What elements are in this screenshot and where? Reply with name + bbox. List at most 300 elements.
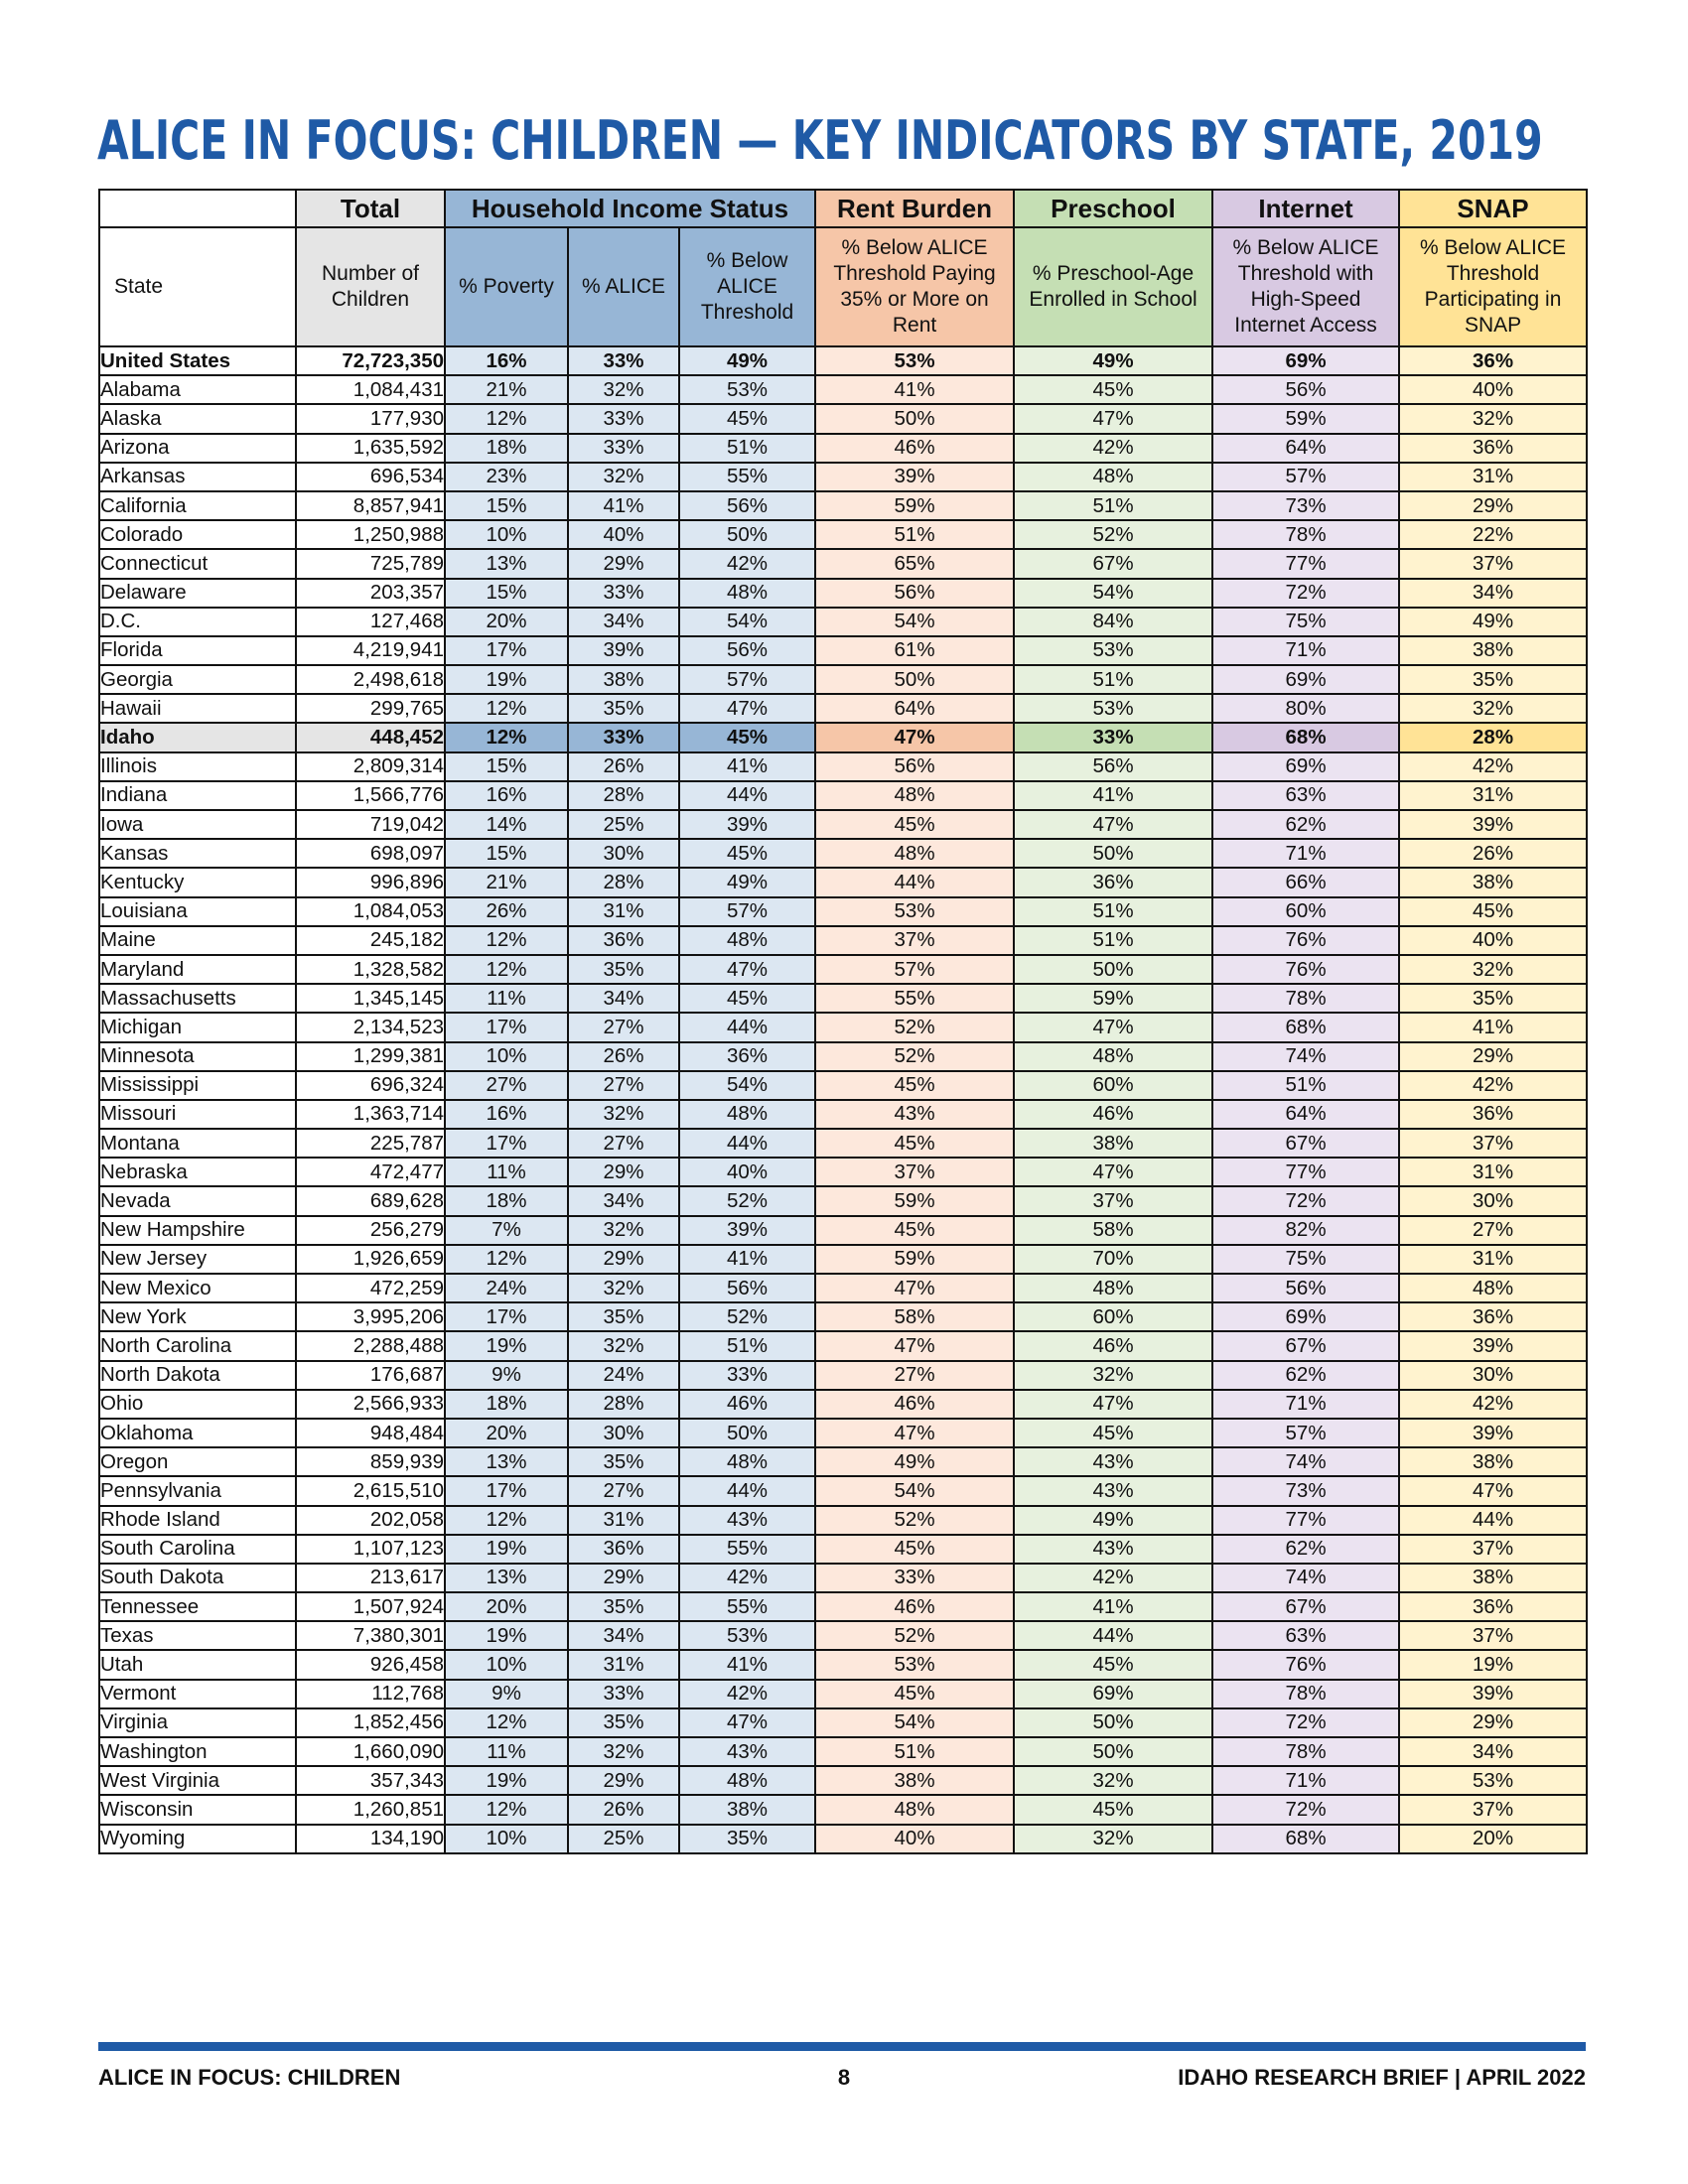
internet-pct: 68%: [1212, 1825, 1399, 1853]
rent-burden-pct: 37%: [815, 1158, 1014, 1186]
poverty-pct: 11%: [445, 984, 568, 1013]
alice-pct: 38%: [568, 665, 679, 694]
poverty-pct: 17%: [445, 1013, 568, 1041]
column-header-preschool: % Preschool-Age Enrolled in School: [1014, 227, 1212, 346]
preschool-pct: 32%: [1014, 1825, 1212, 1853]
preschool-pct: 47%: [1014, 810, 1212, 839]
children-count: 134,190: [296, 1825, 445, 1853]
below-threshold-pct: 45%: [679, 404, 815, 433]
alice-pct: 33%: [568, 346, 679, 375]
preschool-pct: 42%: [1014, 1564, 1212, 1592]
children-count: 696,534: [296, 463, 445, 491]
poverty-pct: 13%: [445, 1564, 568, 1592]
rent-burden-pct: 45%: [815, 1216, 1014, 1245]
snap-pct: 28%: [1399, 723, 1587, 751]
snap-pct: 32%: [1399, 404, 1587, 433]
poverty-pct: 13%: [445, 549, 568, 578]
below-threshold-pct: 49%: [679, 868, 815, 896]
rent-burden-pct: 48%: [815, 1795, 1014, 1824]
snap-pct: 34%: [1399, 579, 1587, 608]
rent-burden-pct: 47%: [815, 1419, 1014, 1447]
below-threshold-pct: 44%: [679, 1476, 815, 1505]
poverty-pct: 27%: [445, 1071, 568, 1100]
alice-pct: 27%: [568, 1129, 679, 1158]
state-name: Connecticut: [99, 549, 296, 578]
alice-pct: 35%: [568, 1447, 679, 1476]
column-header-state: State: [99, 227, 296, 346]
alice-pct: 40%: [568, 520, 679, 549]
rent-burden-pct: 53%: [815, 897, 1014, 926]
preschool-pct: 67%: [1014, 549, 1212, 578]
children-count: 2,134,523: [296, 1013, 445, 1041]
internet-pct: 63%: [1212, 1621, 1399, 1650]
alice-pct: 24%: [568, 1361, 679, 1390]
children-count: 689,628: [296, 1186, 445, 1215]
below-threshold-pct: 44%: [679, 781, 815, 810]
poverty-pct: 17%: [445, 1476, 568, 1505]
rent-burden-pct: 50%: [815, 404, 1014, 433]
children-count: 1,084,431: [296, 375, 445, 404]
state-name: Alabama: [99, 375, 296, 404]
rent-burden-pct: 45%: [815, 1535, 1014, 1564]
rent-burden-pct: 46%: [815, 1592, 1014, 1621]
children-count: 177,930: [296, 404, 445, 433]
children-count: 3,995,206: [296, 1302, 445, 1331]
snap-pct: 29%: [1399, 1042, 1587, 1071]
children-count: 203,357: [296, 579, 445, 608]
footer-left: ALICE IN FOCUS: CHILDREN: [98, 2065, 401, 2090]
children-count: 213,617: [296, 1564, 445, 1592]
internet-pct: 67%: [1212, 1129, 1399, 1158]
state-name: North Carolina: [99, 1331, 296, 1360]
state-name: Rhode Island: [99, 1506, 296, 1535]
snap-pct: 20%: [1399, 1825, 1587, 1853]
rent-burden-pct: 45%: [815, 810, 1014, 839]
snap-pct: 31%: [1399, 1158, 1587, 1186]
children-count: 127,468: [296, 608, 445, 636]
preschool-pct: 47%: [1014, 404, 1212, 433]
rent-burden-pct: 51%: [815, 520, 1014, 549]
state-name: Oklahoma: [99, 1419, 296, 1447]
poverty-pct: 14%: [445, 810, 568, 839]
state-name: Maine: [99, 926, 296, 955]
alice-pct: 32%: [568, 1216, 679, 1245]
table-row: [99, 1708, 1587, 1737]
table-row: [99, 1506, 1587, 1535]
poverty-pct: 16%: [445, 1100, 568, 1129]
preschool-pct: 54%: [1014, 579, 1212, 608]
children-count: 1,107,123: [296, 1535, 445, 1564]
state-name: Iowa: [99, 810, 296, 839]
table-row: [99, 549, 1587, 578]
state-name: South Dakota: [99, 1564, 296, 1592]
poverty-pct: 10%: [445, 520, 568, 549]
below-threshold-pct: 39%: [679, 1216, 815, 1245]
rent-burden-pct: 46%: [815, 1390, 1014, 1419]
alice-pct: 29%: [568, 1158, 679, 1186]
children-count: 719,042: [296, 810, 445, 839]
preschool-pct: 43%: [1014, 1476, 1212, 1505]
poverty-pct: 16%: [445, 346, 568, 375]
state-name: Virginia: [99, 1708, 296, 1737]
rent-burden-pct: 49%: [815, 1447, 1014, 1476]
table-row: [99, 1825, 1587, 1853]
internet-pct: 56%: [1212, 375, 1399, 404]
internet-pct: 72%: [1212, 1795, 1399, 1824]
alice-pct: 31%: [568, 897, 679, 926]
poverty-pct: 12%: [445, 955, 568, 984]
below-threshold-pct: 52%: [679, 1302, 815, 1331]
children-count: 1,260,851: [296, 1795, 445, 1824]
poverty-pct: 21%: [445, 375, 568, 404]
internet-pct: 62%: [1212, 810, 1399, 839]
table-row: [99, 1129, 1587, 1158]
table-row: [99, 346, 1587, 375]
internet-pct: 76%: [1212, 1650, 1399, 1679]
snap-pct: 31%: [1399, 1245, 1587, 1274]
internet-pct: 66%: [1212, 868, 1399, 896]
group-header-total: Total: [296, 190, 445, 227]
internet-pct: 77%: [1212, 1506, 1399, 1535]
poverty-pct: 10%: [445, 1825, 568, 1853]
alice-pct: 29%: [568, 1245, 679, 1274]
alice-pct: 33%: [568, 723, 679, 751]
table-row: [99, 1564, 1587, 1592]
internet-pct: 71%: [1212, 636, 1399, 665]
internet-pct: 71%: [1212, 1390, 1399, 1419]
children-count: 2,498,618: [296, 665, 445, 694]
snap-pct: 35%: [1399, 984, 1587, 1013]
rent-burden-pct: 48%: [815, 839, 1014, 868]
alice-pct: 32%: [568, 1100, 679, 1129]
preschool-pct: 50%: [1014, 955, 1212, 984]
rent-burden-pct: 47%: [815, 1331, 1014, 1360]
below-threshold-pct: 49%: [679, 346, 815, 375]
preschool-pct: 33%: [1014, 723, 1212, 751]
below-threshold-pct: 47%: [679, 694, 815, 723]
table-row: [99, 1535, 1587, 1564]
below-threshold-pct: 57%: [679, 665, 815, 694]
state-name: West Virginia: [99, 1766, 296, 1795]
group-header-internet: Internet: [1212, 190, 1399, 227]
alice-pct: 28%: [568, 1390, 679, 1419]
children-count: 112,768: [296, 1680, 445, 1708]
internet-pct: 74%: [1212, 1447, 1399, 1476]
alice-pct: 27%: [568, 1071, 679, 1100]
children-count: 2,288,488: [296, 1331, 445, 1360]
snap-pct: 27%: [1399, 1216, 1587, 1245]
state-name: United States: [99, 346, 296, 375]
below-threshold-pct: 55%: [679, 1535, 815, 1564]
poverty-pct: 7%: [445, 1216, 568, 1245]
poverty-pct: 11%: [445, 1158, 568, 1186]
state-name: New Jersey: [99, 1245, 296, 1274]
internet-pct: 69%: [1212, 665, 1399, 694]
snap-pct: 30%: [1399, 1361, 1587, 1390]
snap-pct: 38%: [1399, 1447, 1587, 1476]
poverty-pct: 12%: [445, 694, 568, 723]
poverty-pct: 17%: [445, 1129, 568, 1158]
poverty-pct: 15%: [445, 839, 568, 868]
children-count: 245,182: [296, 926, 445, 955]
state-name: Vermont: [99, 1680, 296, 1708]
rent-burden-pct: 27%: [815, 1361, 1014, 1390]
children-count: 1,250,988: [296, 520, 445, 549]
internet-pct: 82%: [1212, 1216, 1399, 1245]
internet-pct: 62%: [1212, 1535, 1399, 1564]
snap-pct: 38%: [1399, 636, 1587, 665]
table-row: [99, 665, 1587, 694]
internet-pct: 64%: [1212, 1100, 1399, 1129]
state-name: New York: [99, 1302, 296, 1331]
group-header-row: [99, 190, 1587, 227]
internet-pct: 68%: [1212, 723, 1399, 751]
table-row: [99, 955, 1587, 984]
poverty-pct: 17%: [445, 1302, 568, 1331]
table-row: [99, 1419, 1587, 1447]
children-count: 176,687: [296, 1361, 445, 1390]
table-row: [99, 1592, 1587, 1621]
table-row: [99, 694, 1587, 723]
preschool-pct: 45%: [1014, 1650, 1212, 1679]
alice-pct: 32%: [568, 1331, 679, 1360]
poverty-pct: 18%: [445, 1186, 568, 1215]
alice-pct: 32%: [568, 1737, 679, 1766]
below-threshold-pct: 55%: [679, 1592, 815, 1621]
internet-pct: 57%: [1212, 1419, 1399, 1447]
internet-pct: 78%: [1212, 1737, 1399, 1766]
rent-burden-pct: 47%: [815, 1274, 1014, 1302]
poverty-pct: 10%: [445, 1042, 568, 1071]
table-body: [99, 346, 1587, 1853]
state-name: Kansas: [99, 839, 296, 868]
poverty-pct: 19%: [445, 1766, 568, 1795]
below-threshold-pct: 43%: [679, 1506, 815, 1535]
alice-pct: 27%: [568, 1013, 679, 1041]
key-indicators-table: [98, 189, 1588, 1854]
state-name: Idaho: [99, 723, 296, 751]
snap-pct: 36%: [1399, 1302, 1587, 1331]
table-row: [99, 1795, 1587, 1824]
preschool-pct: 51%: [1014, 491, 1212, 520]
preschool-pct: 52%: [1014, 520, 1212, 549]
alice-pct: 35%: [568, 1302, 679, 1331]
state-name: Minnesota: [99, 1042, 296, 1071]
below-threshold-pct: 35%: [679, 1825, 815, 1853]
state-name: North Dakota: [99, 1361, 296, 1390]
internet-pct: 75%: [1212, 1245, 1399, 1274]
rent-burden-pct: 45%: [815, 1071, 1014, 1100]
state-name: Mississippi: [99, 1071, 296, 1100]
table-row: [99, 1621, 1587, 1650]
alice-pct: 30%: [568, 839, 679, 868]
internet-pct: 78%: [1212, 984, 1399, 1013]
below-threshold-pct: 48%: [679, 926, 815, 955]
state-name: Indiana: [99, 781, 296, 810]
snap-pct: 37%: [1399, 1129, 1587, 1158]
poverty-pct: 24%: [445, 1274, 568, 1302]
snap-pct: 39%: [1399, 1331, 1587, 1360]
children-count: 725,789: [296, 549, 445, 578]
internet-pct: 62%: [1212, 1361, 1399, 1390]
snap-pct: 38%: [1399, 1564, 1587, 1592]
preschool-pct: 60%: [1014, 1071, 1212, 1100]
group-header-blank: [99, 190, 296, 227]
snap-pct: 53%: [1399, 1766, 1587, 1795]
preschool-pct: 43%: [1014, 1447, 1212, 1476]
below-threshold-pct: 50%: [679, 1419, 815, 1447]
below-threshold-pct: 33%: [679, 1361, 815, 1390]
alice-pct: 26%: [568, 1795, 679, 1824]
rent-burden-pct: 33%: [815, 1564, 1014, 1592]
snap-pct: 29%: [1399, 491, 1587, 520]
internet-pct: 51%: [1212, 1071, 1399, 1100]
alice-pct: 31%: [568, 1650, 679, 1679]
below-threshold-pct: 51%: [679, 1331, 815, 1360]
rent-burden-pct: 43%: [815, 1100, 1014, 1129]
state-name: Ohio: [99, 1390, 296, 1419]
poverty-pct: 20%: [445, 1592, 568, 1621]
table-row: [99, 375, 1587, 404]
rent-burden-pct: 37%: [815, 926, 1014, 955]
snap-pct: 35%: [1399, 665, 1587, 694]
preschool-pct: 47%: [1014, 1390, 1212, 1419]
internet-pct: 74%: [1212, 1564, 1399, 1592]
column-header-rent: % Below ALICE Threshold Paying 35% or More on Rent: [815, 227, 1014, 346]
poverty-pct: 12%: [445, 926, 568, 955]
below-threshold-pct: 48%: [679, 1766, 815, 1795]
state-name: Florida: [99, 636, 296, 665]
poverty-pct: 12%: [445, 1795, 568, 1824]
alice-pct: 33%: [568, 1680, 679, 1708]
alice-pct: 35%: [568, 955, 679, 984]
children-count: 1,345,145: [296, 984, 445, 1013]
table-row: [99, 463, 1587, 491]
poverty-pct: 15%: [445, 491, 568, 520]
internet-pct: 67%: [1212, 1592, 1399, 1621]
state-name: New Hampshire: [99, 1216, 296, 1245]
snap-pct: 32%: [1399, 694, 1587, 723]
rent-burden-pct: 44%: [815, 868, 1014, 896]
state-name: Hawaii: [99, 694, 296, 723]
state-name: Delaware: [99, 579, 296, 608]
children-count: 448,452: [296, 723, 445, 751]
column-header-alice: % ALICE: [568, 227, 679, 346]
rent-burden-pct: 56%: [815, 579, 1014, 608]
below-threshold-pct: 52%: [679, 1186, 815, 1215]
poverty-pct: 11%: [445, 1737, 568, 1766]
rent-burden-pct: 57%: [815, 955, 1014, 984]
alice-pct: 39%: [568, 636, 679, 665]
poverty-pct: 19%: [445, 1535, 568, 1564]
column-header-row: [99, 227, 1587, 346]
children-count: 926,458: [296, 1650, 445, 1679]
internet-pct: 69%: [1212, 752, 1399, 781]
preschool-pct: 43%: [1014, 1535, 1212, 1564]
rent-burden-pct: 50%: [815, 665, 1014, 694]
poverty-pct: 12%: [445, 1245, 568, 1274]
snap-pct: 22%: [1399, 520, 1587, 549]
below-threshold-pct: 56%: [679, 636, 815, 665]
preschool-pct: 44%: [1014, 1621, 1212, 1650]
internet-pct: 78%: [1212, 1680, 1399, 1708]
poverty-pct: 19%: [445, 665, 568, 694]
table-row: [99, 1158, 1587, 1186]
below-threshold-pct: 54%: [679, 1071, 815, 1100]
column-header-children: Number of Children: [296, 227, 445, 346]
below-threshold-pct: 44%: [679, 1013, 815, 1041]
rent-burden-pct: 40%: [815, 1825, 1014, 1853]
table-row: [99, 1274, 1587, 1302]
children-count: 1,852,456: [296, 1708, 445, 1737]
group-header-rent: Rent Burden: [815, 190, 1014, 227]
below-threshold-pct: 41%: [679, 1650, 815, 1679]
snap-pct: 39%: [1399, 810, 1587, 839]
preschool-pct: 48%: [1014, 1042, 1212, 1071]
snap-pct: 39%: [1399, 1680, 1587, 1708]
rent-burden-pct: 54%: [815, 1708, 1014, 1737]
children-count: 225,787: [296, 1129, 445, 1158]
table-row: [99, 810, 1587, 839]
snap-pct: 36%: [1399, 434, 1587, 463]
preschool-pct: 49%: [1014, 346, 1212, 375]
alice-pct: 32%: [568, 375, 679, 404]
preschool-pct: 32%: [1014, 1766, 1212, 1795]
poverty-pct: 23%: [445, 463, 568, 491]
children-count: 256,279: [296, 1216, 445, 1245]
alice-pct: 29%: [568, 1564, 679, 1592]
internet-pct: 77%: [1212, 549, 1399, 578]
rent-burden-pct: 52%: [815, 1042, 1014, 1071]
internet-pct: 57%: [1212, 463, 1399, 491]
poverty-pct: 15%: [445, 579, 568, 608]
snap-pct: 29%: [1399, 1708, 1587, 1737]
state-name: Wisconsin: [99, 1795, 296, 1824]
table-row: [99, 984, 1587, 1013]
table-row: [99, 1245, 1587, 1274]
internet-pct: 69%: [1212, 346, 1399, 375]
preschool-pct: 48%: [1014, 1274, 1212, 1302]
poverty-pct: 17%: [445, 636, 568, 665]
children-count: 2,809,314: [296, 752, 445, 781]
alice-pct: 34%: [568, 608, 679, 636]
poverty-pct: 19%: [445, 1331, 568, 1360]
children-count: 996,896: [296, 868, 445, 896]
below-threshold-pct: 41%: [679, 752, 815, 781]
preschool-pct: 47%: [1014, 1013, 1212, 1041]
children-count: 472,477: [296, 1158, 445, 1186]
internet-pct: 80%: [1212, 694, 1399, 723]
table-row: [99, 1361, 1587, 1390]
footer-right: IDAHO RESEARCH BRIEF | APRIL 2022: [1178, 2065, 1586, 2090]
poverty-pct: 20%: [445, 608, 568, 636]
alice-pct: 32%: [568, 463, 679, 491]
internet-pct: 63%: [1212, 781, 1399, 810]
snap-pct: 34%: [1399, 1737, 1587, 1766]
group-header-preschool: Preschool: [1014, 190, 1212, 227]
internet-pct: 75%: [1212, 608, 1399, 636]
table-row: [99, 723, 1587, 751]
state-name: Arizona: [99, 434, 296, 463]
rent-burden-pct: 53%: [815, 346, 1014, 375]
alice-pct: 25%: [568, 810, 679, 839]
table-row: [99, 926, 1587, 955]
below-threshold-pct: 57%: [679, 897, 815, 926]
rent-burden-pct: 46%: [815, 434, 1014, 463]
internet-pct: 56%: [1212, 1274, 1399, 1302]
alice-pct: 41%: [568, 491, 679, 520]
rent-burden-pct: 45%: [815, 1129, 1014, 1158]
